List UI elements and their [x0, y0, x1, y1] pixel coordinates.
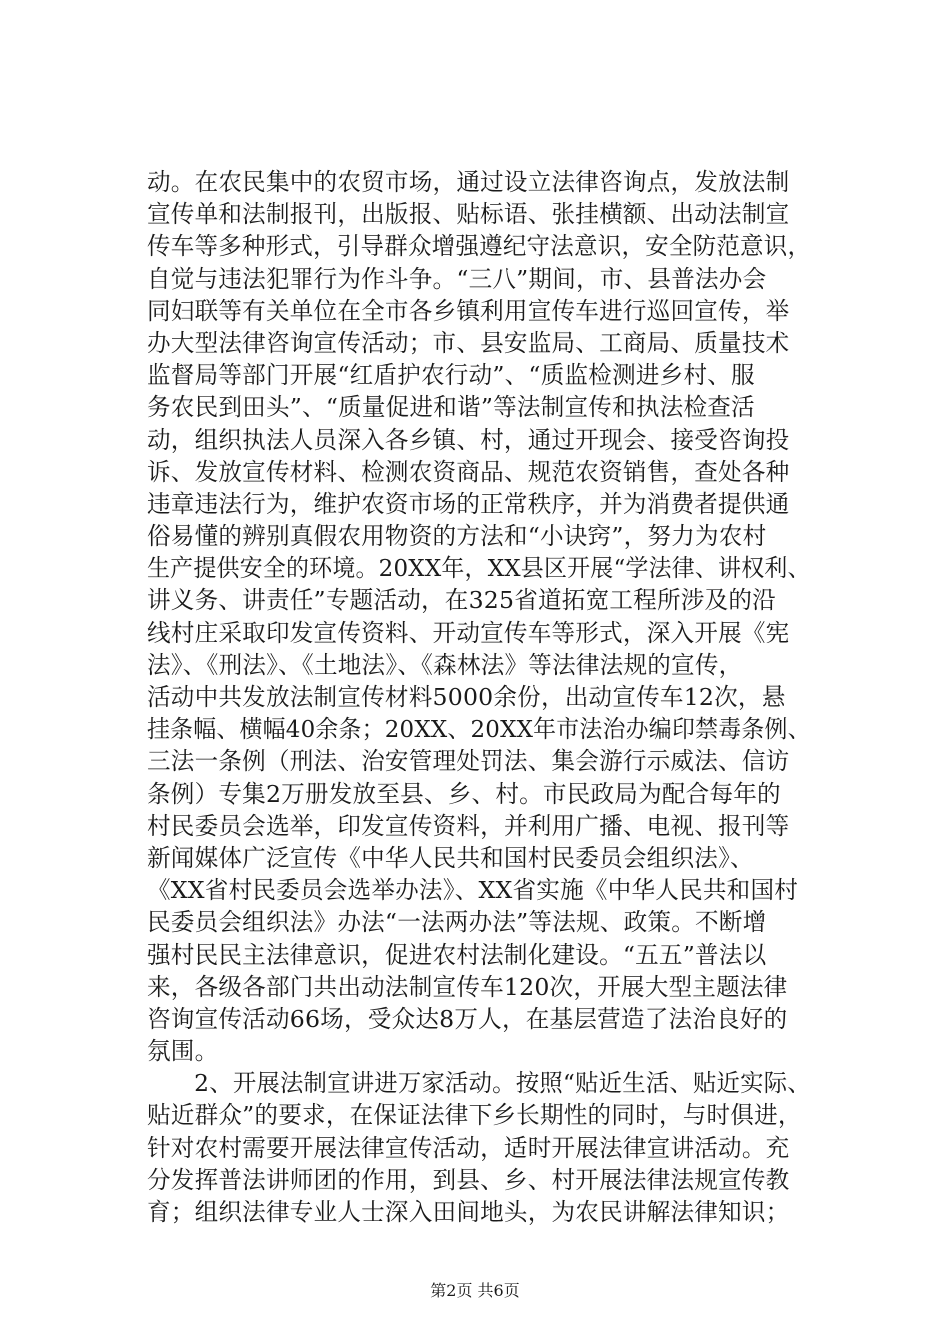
- text-line: 强村民民主法律意识，促进农村法制化建设。“五五”普法以: [147, 940, 767, 969]
- text-line: 生产提供安全的环境。20XX年，XX县区开展“学法律、讲权利、: [147, 554, 811, 583]
- text-line: 针对农村需要开展法律宣传活动，适时开展法律宣讲活动。充: [147, 1133, 790, 1162]
- text-line: 条例）专集2万册发放至县、乡、村。市民政局为配合每年的: [147, 779, 781, 808]
- text-line: 线村庄采取印发宣传资料、开动宣传车等形式，深入开展《宪: [147, 618, 790, 647]
- text-line: 动，组织执法人员深入各乡镇、村，通过开现会、接受咨询投: [147, 425, 790, 454]
- text-line: 分发挥普法讲师团的作用，到县、乡、村开展法律法规宣传教: [147, 1165, 790, 1194]
- text-line: 办大型法律咨询宣传活动；市、县安监局、工商局、质量技术: [147, 328, 790, 357]
- text-line: 自觉与违法犯罪行为作斗争。“三八”期间，市、县普法办会: [147, 264, 767, 293]
- text-line: 讲义务、讲责任”专题活动，在325省道拓宽工程所涉及的沿: [147, 586, 776, 615]
- text-line: 宣传单和法制报刊，出版报、贴标语、张挂横额、出动法制宣: [147, 200, 790, 229]
- text-line: 活动中共发放法制宣传材料5000余份，出动宣传车12次，悬: [147, 683, 786, 711]
- text-line: 违章违法行为，维护农资市场的正常秩序，并为消费者提供通: [147, 489, 790, 518]
- text-line: 传车等多种形式，引导群众增强遵纪守法意识，安全防范意识，: [147, 232, 812, 261]
- text-line: 民委员会组织法》办法“一法两办法”等法规、政策。不断增: [147, 908, 767, 937]
- text-line: 监督局等部门开展“红盾护农行动”、“质监检测进乡村、服: [147, 361, 755, 390]
- text-line: 挂条幅、横幅40余条；20XX、20XX年市法治办编印禁毒条例、: [147, 715, 811, 744]
- text-line: 来，各级各部门共出动法制宣传车120次，开展大型主题法律: [147, 972, 788, 1001]
- text-line: 三法一条例（刑法、治安管理处罚法、集会游行示威法、信访: [147, 747, 790, 776]
- text-line: 村民委员会选举，印发宣传资料，并利用广播、电视、报刊等: [147, 811, 790, 840]
- text-line: 2、开展法制宣讲进万家活动。按照“贴近生活、贴近实际、: [147, 1069, 811, 1098]
- text-line: 贴近群众”的要求，在保证法律下乡长期性的同时，与时俱进，: [147, 1101, 802, 1130]
- text-line: 法》、《刑法》、《土地法》、《森林法》等法律法规的宣传，: [147, 650, 743, 679]
- text-line: 俗易懂的辨别真假农用物资的方法和“小诀窍”，努力为农村: [147, 522, 767, 551]
- text-line: 咨询宣传活动66场，受众达8万人，在基层营造了法治良好的: [147, 1004, 788, 1033]
- text-line: 《XX省村民委员会选举办法》、XX省实施《中华人民共和国村: [147, 876, 799, 905]
- text-line: 动。在农民集中的农贸市场，通过设立法律咨询点，发放法制: [147, 168, 790, 196]
- text-line: 氛围。: [147, 1037, 219, 1066]
- text-line: 诉、发放宣传材料、检测农资商品、规范农资销售，查处各种: [147, 457, 790, 486]
- text-line: 务农民到田头”、“质量促进和谐”等法制宣传和执法检查活: [147, 393, 755, 422]
- body-text: [147, 166, 811, 1228]
- text-line: 育；组织法律专业人士深入田间地头，为农民讲解法律知识；: [147, 1198, 790, 1226]
- text-line: 同妇联等有关单位在全市各乡镇利用宣传车进行巡回宣传，举: [147, 296, 790, 325]
- text-line: 新闻媒体广泛宣传《中华人民共和国村民委员会组织法》、: [147, 843, 754, 872]
- page-footer: 第2页 共6页: [430, 1281, 520, 1300]
